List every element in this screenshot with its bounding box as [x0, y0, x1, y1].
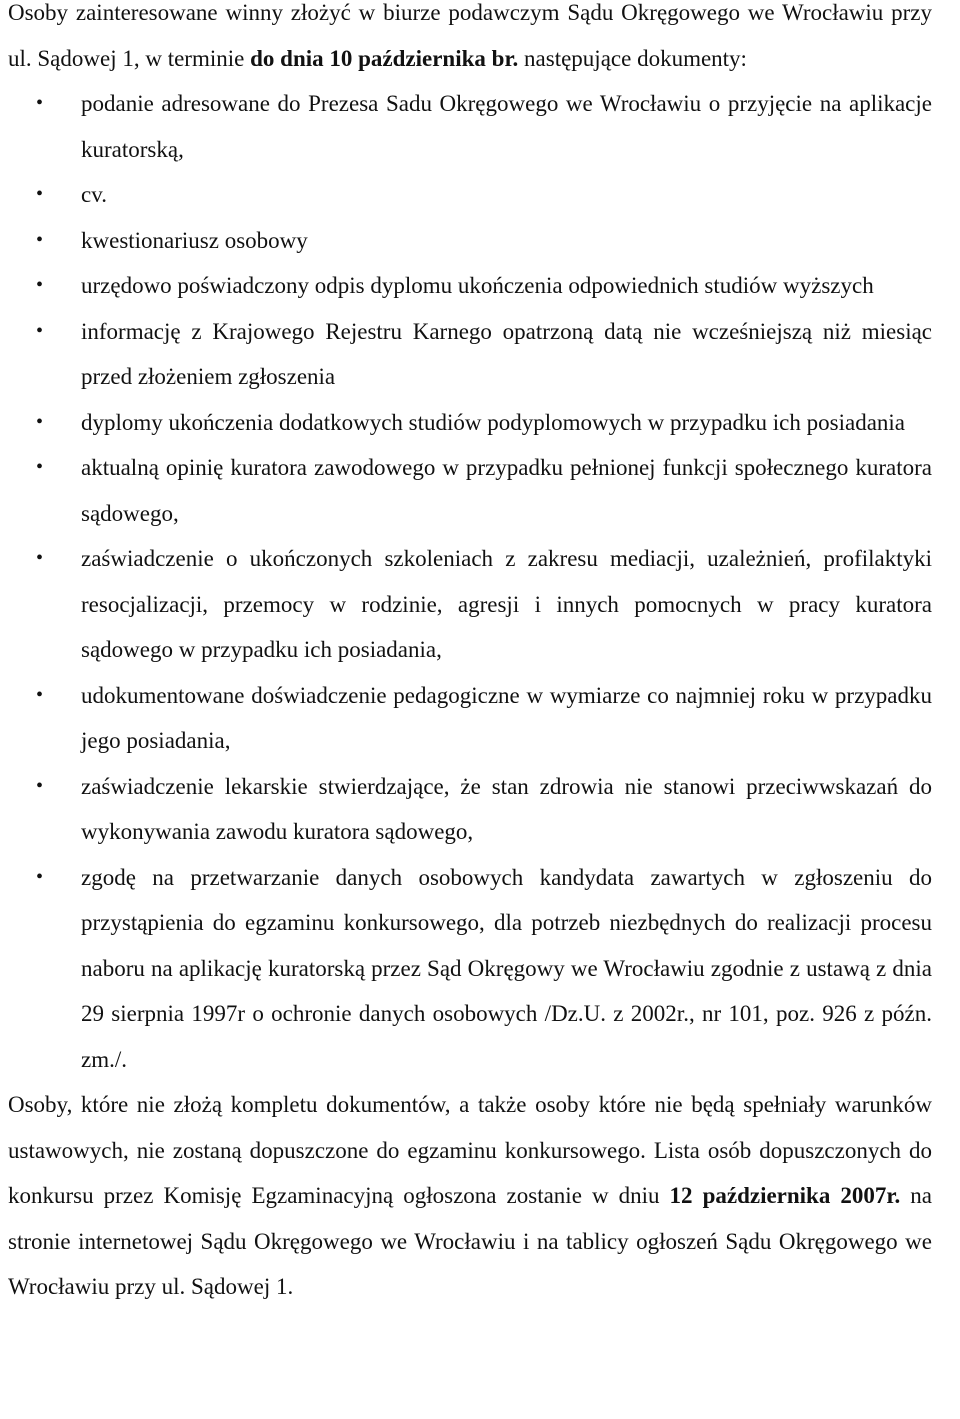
list-item	[8, 172, 932, 218]
bullet: •	[36, 274, 44, 296]
list-item-text: kwestionariusz osobowy	[81, 227, 308, 253]
list-item	[8, 263, 932, 309]
list-item-text: podanie adresowane do Prezesa Sadu Okręgowego we Wrocławiu o przyjęcie na aplikacje kuratorską,	[81, 91, 932, 162]
list-item	[8, 673, 932, 764]
list-announcement-date: 12 października 2007r.	[669, 1183, 901, 1208]
list-item	[8, 400, 932, 446]
list-item-text: urzędowo poświadczony odpis dyplomu ukończenia odpowiednich studiów wyższych	[81, 273, 874, 298]
list-item-text: cv.	[81, 182, 107, 207]
bullet: •	[36, 547, 44, 569]
list-item	[8, 218, 932, 264]
documents-list	[8, 81, 932, 1082]
bullet: •	[36, 183, 44, 205]
outro-text-before: Osoby, które nie złożą kompletu dokumentów, a także osoby które nie będą spełniały warunków ustawowych, nie zostaną dopuszczone do egzaminu konkursowego. Lista osób dopuszczonych do konkursu przez Komisję Egzaminacyjną ogłoszona zostanie w dniu	[8, 1092, 932, 1208]
bullet: •	[36, 228, 44, 251]
list-item	[8, 81, 932, 172]
list-item-text: informację z Krajowego Rejestru Karnego opatrzoną datą nie wcześniejszą niż miesiąc przed złożeniem zgłoszenia	[81, 318, 932, 389]
list-item-text: dyplomy ukończenia dodatkowych studiów podyplomowych w przypadku ich posiadania	[81, 409, 906, 435]
list-item	[8, 445, 932, 536]
list-item	[8, 764, 932, 855]
bullet: •	[36, 774, 44, 797]
bullet: •	[36, 865, 44, 888]
list-item-text: aktualną opinię kuratora zawodowego w przypadku pełnionej funkcji społecznego kuratora sądowego,	[81, 455, 932, 526]
intro-text-after: następujące dokumenty:	[518, 45, 747, 71]
bullet: •	[36, 456, 44, 478]
outro-text-after: na stronie internetowej Sądu Okręgowego we Wrocławiu i na tablicy ogłoszeń Sądu Okręgowego we Wrocławiu przy ul. Sądowej 1.	[8, 1183, 932, 1299]
list-item	[8, 855, 932, 1083]
bullet: •	[36, 683, 44, 706]
bullet: •	[36, 92, 44, 114]
bullet: •	[36, 319, 44, 342]
list-item	[8, 309, 932, 400]
list-item-text: zaświadczenie o ukończonych szkoleniach z zakresu mediacji, uzależnień, profilaktyki resocjalizacji, przemocy w rodzinie, agresji i innych pomocnych w pracy kuratora sądowego w przypadku ich posiadania,	[81, 546, 932, 662]
bullet: •	[36, 410, 44, 433]
intro-paragraph	[8, 0, 932, 81]
intro-text-before: Osoby zainteresowane winny złożyć w biurze podawczym Sądu Okręgowego we Wrocławiu przy ul. Sądowej 1, w terminie	[8, 0, 932, 71]
outro-paragraph	[8, 1082, 932, 1310]
deadline: do dnia 10 października br.	[250, 45, 519, 71]
list-item-text: udokumentowane doświadczenie pedagogiczne w wymiarze co najmniej roku w przypadku jego posiadania,	[81, 682, 932, 753]
list-item-text: zaświadczenie lekarskie stwierdzające, że stan zdrowia nie stanowi przeciwwskazań do wykonywania zawodu kuratora sądowego,	[81, 773, 932, 844]
list-item-text: zgodę na przetwarzanie danych osobowych kandydata zawartych w zgłoszeniu do przystąpienia do egzaminu konkursowego, dla potrzeb niezbędnych do realizacji procesu naboru na aplikację kuratorską przez Sąd Okręgowy we Wrocławiu zgodnie z ustawą z dnia 29 sierpnia 1997r o ochronie danych osobowych /Dz.U. z 2002r., nr 101, poz. 926 z późn. zm./.	[81, 864, 932, 1072]
list-item	[8, 536, 932, 673]
